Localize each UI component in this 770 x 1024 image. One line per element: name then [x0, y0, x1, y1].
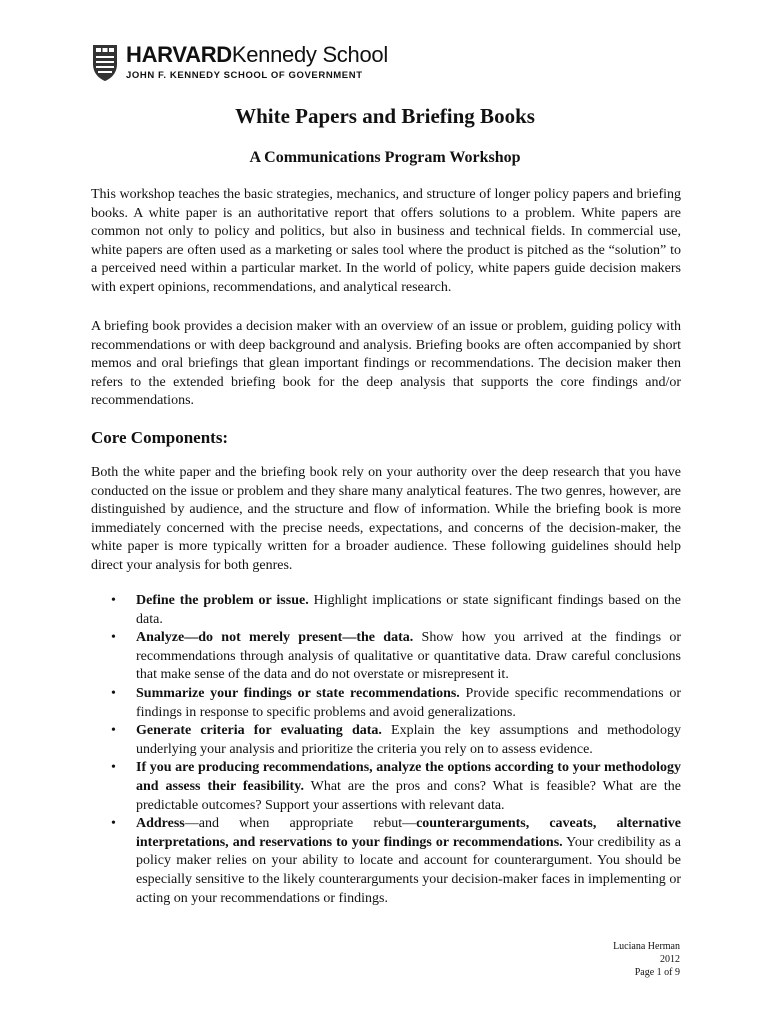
- bullet-icon: •: [111, 723, 116, 739]
- bullet-text: Explain the key assumptions and methodology underlying your analysis and prioritize the criteria you rely on to assess evidence.: [136, 723, 682, 757]
- section-heading: Core Components:: [91, 428, 229, 447]
- bullet-bold: Summarize your findings or state recommendations.: [136, 685, 460, 701]
- logo-wordmark: [126, 44, 388, 66]
- bullet-bold: If you are producing recommendations, analyze the options according to your methodology and assess their feasibility.: [136, 760, 681, 794]
- page-footer: [613, 940, 680, 979]
- logo-subline: JOHN F. KENNEDY SCHOOL OF GOVERNMENT: [126, 70, 363, 81]
- footer-page-number: Page 1 of 9: [634, 967, 680, 978]
- bullet-text: What are the pros and cons? What is feasible? What are the predictable outcomes? Support your assertions with relevant data.: [136, 778, 681, 813]
- school-logo: [92, 44, 388, 84]
- bullet-bold-2: counterarguments, caveats, alternative interpretations, and reservations to your findings or recommendations.: [136, 816, 681, 850]
- list-item: [91, 759, 681, 815]
- harvard-shield-icon: [92, 44, 118, 82]
- bullet-bold: Analyze—do not merely present—the data.: [136, 630, 414, 646]
- document-subtitle: A Communications Program Workshop: [249, 149, 521, 166]
- bullet-text-2: Your credibility as a policy maker relies on your ability to locate and account for counterargument. You should be especially sensitive to the likely counterarguments your decision-maker faces in implementing or acting on your recommendations or findings.: [136, 834, 681, 906]
- bullet-text: Show how you arrived at the findings or recommendations through analysis of qualitative or quantitative data. Draw careful conclusions that make sense of the data and do not overstate or misrepresent it.: [136, 630, 681, 683]
- bullet-bold: Address: [136, 816, 185, 832]
- guidelines-list: [91, 592, 681, 908]
- list-item: [91, 722, 681, 759]
- list-item: [91, 592, 681, 629]
- bullet-icon: •: [111, 760, 116, 776]
- bullet-icon: •: [111, 630, 116, 646]
- footer-author: Luciana Herman: [613, 941, 680, 952]
- logo-kennedy: Kennedy School: [231, 42, 388, 67]
- bullet-icon: •: [111, 593, 116, 608]
- intro-paragraph-2: A briefing book provides a decision maker with an overview of an issue or problem, guiding policy with recommendations or with deep background and analysis. Briefing books are often accompanied by short memos and oral briefings that glean important findings or recommendations. The decision maker then refers to the extended briefing book for the deep analysis that supports the core findings and/or recommendations.: [91, 319, 681, 409]
- bullet-text: —and when appropriate rebut—: [184, 816, 417, 832]
- logo-harvard: HARVARD: [126, 42, 232, 67]
- list-item: [91, 815, 681, 908]
- bullet-icon: •: [111, 685, 116, 701]
- bullet-text: Provide specific recommendations or findings in response to specific problems and avoid generalizations.: [136, 685, 681, 720]
- list-item: [91, 685, 681, 722]
- bullet-icon: •: [111, 816, 116, 832]
- intro-paragraph-1: This workshop teaches the basic strategies, mechanics, and structure of longer policy papers and briefing books. A white paper is an authoritative report that offers solutions to a problem. White papers are common not only to policy and politics, but also in business and technical fields. In commercial use, white papers are often used as a marketing or sales tool where the product is pitched as the “solution” to a perceived need within a particular market. In the world of policy, white papers guide decision makers with expert opinions, recommendations, and analytical research.: [91, 187, 681, 295]
- section-paragraph: Both the white paper and the briefing book rely on your authority over the deep research that you have conducted on the issue or problem and they share many analytical features. The two genres, however, are distinguished by audience, and the structure and flow of information. While the briefing book is more immediately concerned with the precise needs, expectations, and concerns of the decision-maker, the white paper is more typically written for a broader audience. These following guidelines should help direct your analysis for both genres.: [91, 465, 681, 573]
- bullet-text: Highlight implications or state significant findings based on the data.: [136, 593, 681, 627]
- footer-year: 2012: [660, 954, 680, 965]
- document-title: White Papers and Briefing Books: [235, 104, 535, 128]
- bullet-bold: Define the problem or issue.: [136, 593, 309, 608]
- bullet-bold: Generate criteria for evaluating data.: [136, 723, 382, 739]
- list-item: [91, 629, 681, 685]
